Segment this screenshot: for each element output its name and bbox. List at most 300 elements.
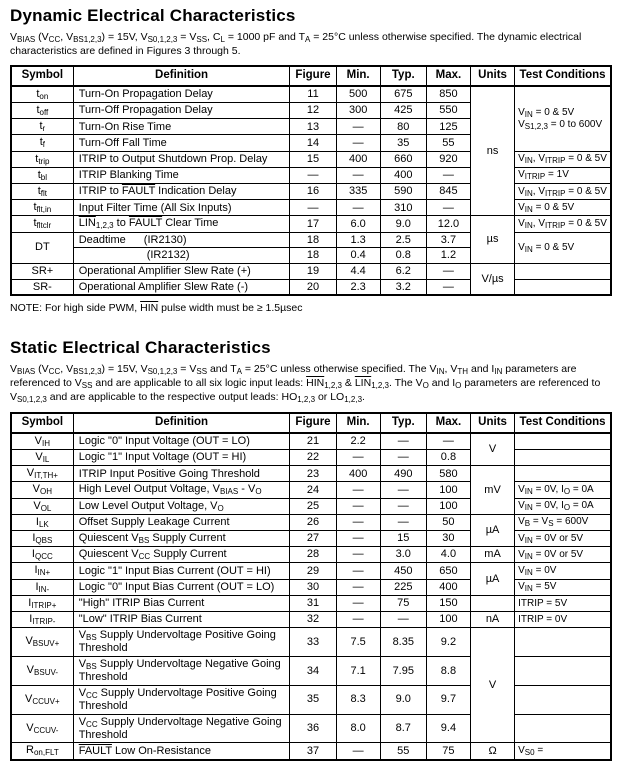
cell-sym: VIH xyxy=(11,433,73,450)
table-row xyxy=(11,151,611,167)
cell-def: Quiescent VCC Supply Current xyxy=(73,547,290,563)
static-characteristics-table xyxy=(10,412,612,761)
cell-tc: $V_{IN}$, $V_{ITRIP} = 0$ & 5V xyxy=(515,184,611,200)
table-row xyxy=(11,743,611,760)
cell-typ: 0.8 xyxy=(380,248,426,264)
subscript-text: OL xyxy=(40,503,52,513)
subscript-text: BS xyxy=(86,633,97,643)
cell-un: Ω xyxy=(470,743,514,760)
cell-typ: — xyxy=(380,482,426,498)
cell-fig: 25 xyxy=(290,498,336,514)
overline-text: $\overline{LIN}$ xyxy=(354,377,372,390)
subscript-text: ITRIP xyxy=(545,156,566,166)
cell-typ: 15 xyxy=(380,531,426,547)
cell-sym: IITRIP+ xyxy=(11,595,73,611)
overline-text: FAULT xyxy=(121,185,156,198)
cell-tc: ITRIP = 5V xyxy=(515,595,611,611)
cell-fig: 24 xyxy=(290,482,336,498)
cell-max: 1.2 xyxy=(426,248,470,264)
subscript-text: A xyxy=(236,367,242,377)
cell-def: Deadtime (IR2130) xyxy=(73,232,290,248)
subscript-text: CCUV- xyxy=(33,725,59,735)
cell-typ: 8.35 xyxy=(380,628,426,657)
overline-text: FAULT xyxy=(78,744,112,757)
cell-max: 75 xyxy=(426,743,470,760)
header-row xyxy=(11,66,611,86)
subscript-text: IN xyxy=(524,188,533,198)
cell-typ: 660 xyxy=(380,151,426,167)
cell-typ: — xyxy=(380,433,426,450)
column-header-sym: Symbol xyxy=(11,66,73,86)
cell-un: V xyxy=(470,628,514,743)
cell-max: 12.0 xyxy=(426,216,470,232)
cell-fig: 32 xyxy=(290,611,336,627)
cell-fig: 33 xyxy=(290,628,336,657)
column-header-max: Max. xyxy=(426,413,470,433)
cell-tc: $V_{IN} = 0V$ or 5V xyxy=(515,547,611,563)
subscript-text: IN xyxy=(524,567,533,577)
cell-min: 8.0 xyxy=(336,714,380,743)
table-row xyxy=(11,498,611,514)
cell-tc: $V_{ITRIP} = 1V$ xyxy=(515,167,611,183)
cell-max: 0.8 xyxy=(426,450,470,466)
cell-tc: $V_{IN} = 0V$ xyxy=(515,563,611,579)
cell-sym: ton xyxy=(11,86,73,103)
cell-un: V/µs xyxy=(470,263,514,295)
table-row xyxy=(11,167,611,183)
subscript-text: IN xyxy=(524,486,533,496)
cell-tc xyxy=(515,714,611,743)
cell-tc: $V_{IN} = 0$ & 5V $V_{S1,2,3} = 0$ to 600V xyxy=(515,86,611,151)
subscript-text: SS xyxy=(196,35,208,44)
cell-sym: ILK xyxy=(11,514,73,530)
cell-def: Turn-Off Fall Time xyxy=(73,135,290,151)
cell-tc xyxy=(515,433,611,450)
cell-typ: 75 xyxy=(380,595,426,611)
subscript-text: O xyxy=(563,503,571,513)
subscript-text: IT,TH+ xyxy=(34,471,58,481)
column-header-max: Max. xyxy=(426,66,470,86)
cell-sym: IIN- xyxy=(11,579,73,595)
cell-fig: 26 xyxy=(290,514,336,530)
cell-fig: 29 xyxy=(290,563,336,579)
cell-tc: $V_{S0}$ = xyxy=(515,743,611,760)
cell-def: VCC Supply Undervoltage Negative Going Threshold xyxy=(73,714,290,743)
cell-tc xyxy=(515,656,611,685)
subscript-text: 1,2,3 xyxy=(344,394,363,404)
table-row xyxy=(11,263,611,279)
cell-typ: 6.2 xyxy=(380,263,426,279)
table-row xyxy=(11,279,611,295)
subscript-text: S0,1,2,3 xyxy=(147,35,178,44)
cell-fig: 16 xyxy=(290,184,336,200)
subscript-text: ITRIP xyxy=(545,220,566,230)
column-header-tc: Test Conditions xyxy=(515,66,611,86)
cell-fig: 34 xyxy=(290,656,336,685)
cell-sym: DT xyxy=(11,232,73,263)
cell-min: 7.1 xyxy=(336,656,380,685)
cell-sym: tr xyxy=(11,119,73,135)
cell-sym: IITRIP- xyxy=(11,611,73,627)
cell-min: — xyxy=(336,531,380,547)
cell-tc: ITRIP = 0V xyxy=(515,611,611,627)
subscript-text: IN xyxy=(524,535,533,545)
table-row xyxy=(11,514,611,530)
cell-max: 150 xyxy=(426,595,470,611)
cell-typ: 9.0 xyxy=(380,216,426,232)
subscript-text: CC xyxy=(86,690,98,700)
subscript-text: O xyxy=(255,487,262,497)
cell-typ: 55 xyxy=(380,743,426,760)
cell-min: — xyxy=(336,498,380,514)
table-row xyxy=(11,184,611,200)
subscript-text: IN xyxy=(524,244,533,254)
cell-typ: 225 xyxy=(380,579,426,595)
table-row xyxy=(11,232,611,248)
cell-tc: $V_{IN}$, $V_{ITRIP} = 0$ & 5V xyxy=(515,216,611,232)
cell-fig: 36 xyxy=(290,714,336,743)
cell-max: 100 xyxy=(426,611,470,627)
cell-typ: 490 xyxy=(380,466,426,482)
cell-min: — xyxy=(336,167,380,183)
cell-def: ITRIP Blanking Time xyxy=(73,167,290,183)
cell-sym: tf xyxy=(11,135,73,151)
cell-sym: tflt xyxy=(11,184,73,200)
subscript-text: CC xyxy=(48,367,61,377)
cell-typ: 590 xyxy=(380,184,426,200)
overline-text: $\overline{HIN}$ xyxy=(306,377,325,390)
cell-un: ns xyxy=(470,86,514,216)
header-row xyxy=(11,413,611,433)
dynamic-characteristics-table xyxy=(10,65,612,296)
cell-def: ITRIP to FAULT Indication Delay xyxy=(73,184,290,200)
cell-max: 8.8 xyxy=(426,656,470,685)
subscript-text: IN xyxy=(524,156,533,166)
cell-fig: 11 xyxy=(290,86,336,103)
cell-def: Logic "0" Input Voltage (OUT = LO) xyxy=(73,433,290,450)
cell-tc: $V_{IN} = 0$ & 5V xyxy=(515,200,611,216)
subscript-text: f xyxy=(42,140,45,150)
subscript-text: CC xyxy=(48,35,61,44)
cell-typ: 425 xyxy=(380,103,426,119)
subscript-text: O xyxy=(422,381,429,391)
cell-fig: — xyxy=(290,200,336,216)
table-row xyxy=(11,611,611,627)
cell-fig: 22 xyxy=(290,450,336,466)
cell-max: 4.0 xyxy=(426,547,470,563)
column-header-tc: Test Conditions xyxy=(515,413,611,433)
cell-un: µA xyxy=(470,514,514,546)
cell-max: — xyxy=(426,433,470,450)
cell-min: — xyxy=(336,450,380,466)
cell-typ: 310 xyxy=(380,200,426,216)
subscript-text: IN xyxy=(524,220,533,230)
cell-typ: 675 xyxy=(380,86,426,103)
column-header-un: Units xyxy=(470,66,514,86)
cell-fig: — xyxy=(290,167,336,183)
cell-def: "Low" ITRIP Bias Current xyxy=(73,611,290,627)
cell-max: — xyxy=(426,167,470,183)
subscript-text: BS1,2,3 xyxy=(73,367,102,377)
cell-def: Operational Amplifier Slew Rate (+) xyxy=(73,263,290,279)
cell-fig: 28 xyxy=(290,547,336,563)
cell-tc: $V_{IN} = 0V$, $I_O = 0A$ xyxy=(515,482,611,498)
table-row xyxy=(11,714,611,743)
cell-min: — xyxy=(336,514,380,530)
subscript-text: O xyxy=(217,503,224,513)
column-header-def: Definition xyxy=(73,413,290,433)
subscript-text: bl xyxy=(40,172,47,182)
cell-fig: 12 xyxy=(290,103,336,119)
subscript-text: IN+ xyxy=(37,568,51,578)
subscript-text: BIAS xyxy=(17,35,36,44)
subscript-text: on xyxy=(39,91,49,101)
cell-max: — xyxy=(426,200,470,216)
cell-tc: $V_B = V_S = 600V$ xyxy=(515,514,611,530)
cell-sym: VOL xyxy=(11,498,73,514)
page-title-dynamic: Dynamic Electrical Characteristics xyxy=(10,6,296,25)
cell-def: "High" ITRIP Bias Current xyxy=(73,595,290,611)
subscript-text: IN xyxy=(524,204,533,214)
cell-typ: 35 xyxy=(380,135,426,151)
table-row xyxy=(11,216,611,232)
cell-typ: 8.7 xyxy=(380,714,426,743)
overline-text: $\overline{HIN}$ xyxy=(140,302,159,315)
subscript-text: B xyxy=(524,519,531,529)
cell-sym: IQBS xyxy=(11,531,73,547)
cell-tc: $V_{IN} = 5V$ xyxy=(515,579,611,595)
column-header-min: Min. xyxy=(336,66,380,86)
cell-sym: VCCUV+ xyxy=(11,685,73,714)
cell-max: 100 xyxy=(426,482,470,498)
cell-sym: tbl xyxy=(11,167,73,183)
cell-def: Quiescent VBS Supply Current xyxy=(73,531,290,547)
table-row xyxy=(11,200,611,216)
cell-tc xyxy=(515,263,611,279)
cell-sym: SR- xyxy=(11,279,73,295)
cell-typ: — xyxy=(380,514,426,530)
column-header-fig: Figure xyxy=(290,413,336,433)
cell-min: 6.0 xyxy=(336,216,380,232)
cell-typ: 400 xyxy=(380,167,426,183)
cell-def: High Level Output Voltage, VBIAS - VO xyxy=(73,482,290,498)
cell-min: — xyxy=(336,595,380,611)
subscript-text: ITRIP+ xyxy=(31,600,57,610)
table-row xyxy=(11,450,611,466)
cell-def: Low Level Output Voltage, VO xyxy=(73,498,290,514)
cell-fig: 18 xyxy=(290,248,336,264)
cell-min: 1.3 xyxy=(336,232,380,248)
subscript-text: 1,2,3 xyxy=(324,381,342,391)
cell-typ: — xyxy=(380,450,426,466)
subscript-text: TH xyxy=(457,367,469,377)
subscript-text: 1,2,3 xyxy=(95,221,114,231)
note-text: NOTE: For high side PWM, $\overline{HIN}$ pulse width must be ≥ 1.5µsec xyxy=(10,302,303,315)
subscript-text: BSUV- xyxy=(34,668,59,678)
cell-fig: 19 xyxy=(290,263,336,279)
subscript-text: BSUV+ xyxy=(32,639,60,649)
cell-fig: 23 xyxy=(290,466,336,482)
cell-max: 550 xyxy=(426,103,470,119)
cell-min: 7.5 xyxy=(336,628,380,657)
cell-sym: VIL xyxy=(11,450,73,466)
cell-max: 9.4 xyxy=(426,714,470,743)
subscript-text: CC xyxy=(138,552,151,562)
subscript-text: on,FLT xyxy=(33,748,59,758)
table-row xyxy=(11,563,611,579)
subscript-text: OH xyxy=(40,487,53,497)
indented-text: (IR2130) xyxy=(143,233,187,246)
subscript-text: fltclr xyxy=(36,221,52,231)
cell-sym: SR+ xyxy=(11,263,73,279)
cell-fig: 14 xyxy=(290,135,336,151)
cell-sym: VOH xyxy=(11,482,73,498)
cell-def: Logic "1" Input Bias Current (OUT = HI) xyxy=(73,563,290,579)
cell-sym: IIN+ xyxy=(11,563,73,579)
subscript-text: A xyxy=(305,35,311,44)
subscript-text: QBS xyxy=(35,536,53,546)
subscript-text: trip xyxy=(38,156,50,166)
cell-typ: 3.2 xyxy=(380,279,426,295)
cell-min: 8.3 xyxy=(336,685,380,714)
subscript-text: flt xyxy=(40,189,47,199)
cell-tc: $V_{IN} = 0V$ or 5V xyxy=(515,531,611,547)
subscript-text: BIAS xyxy=(219,487,239,497)
cell-max: 30 xyxy=(426,531,470,547)
cell-max: 3.7 xyxy=(426,232,470,248)
subscript-text: r xyxy=(42,124,46,134)
cell-max: 50 xyxy=(426,514,470,530)
cell-min: 400 xyxy=(336,151,380,167)
cell-max: 400 xyxy=(426,579,470,595)
overline-text: FAULT xyxy=(128,217,163,230)
column-header-min: Min. xyxy=(336,413,380,433)
cell-max: 100 xyxy=(426,498,470,514)
cell-min: — xyxy=(336,743,380,760)
cell-def: $\overline{LIN}1,2,3$ to FAULT Clear Time xyxy=(73,216,290,232)
cell-sym: tfltclr xyxy=(11,216,73,232)
subscript-text: O xyxy=(455,381,462,391)
subscript-text: IH xyxy=(42,438,51,448)
subscript-text: IN xyxy=(524,503,533,513)
cell-tc xyxy=(515,466,611,482)
cell-def: FAULT Low On-Resistance xyxy=(73,743,290,760)
overline-text: $\overline{LIN}$ xyxy=(78,217,96,230)
cell-min: 0.4 xyxy=(336,248,380,264)
column-header-typ: Typ. xyxy=(380,66,426,86)
cell-fig: 15 xyxy=(290,151,336,167)
cell-typ: 450 xyxy=(380,563,426,579)
table-row xyxy=(11,433,611,450)
cell-sym: IQCC xyxy=(11,547,73,563)
cell-max: 9.2 xyxy=(426,628,470,657)
cell-un: µs xyxy=(470,216,514,263)
column-header-def: Definition xyxy=(73,66,290,86)
cell-max: 845 xyxy=(426,184,470,200)
subscript-text: BS xyxy=(86,661,97,671)
cell-max: 9.7 xyxy=(426,685,470,714)
cell-sym: VCCUV- xyxy=(11,714,73,743)
table-row xyxy=(11,547,611,563)
cell-sym: Ron,FLT xyxy=(11,743,73,760)
cell-sym: VBSUV- xyxy=(11,656,73,685)
subscript-text: flt,in xyxy=(36,205,52,215)
subscript-text: IN xyxy=(524,584,533,594)
cell-min: — xyxy=(336,563,380,579)
subscript-text: BS xyxy=(138,536,150,546)
subscript-text: IN- xyxy=(38,584,50,594)
cell-tc: $V_{IN} = 0$ & 5V xyxy=(515,232,611,263)
cell-tc xyxy=(515,450,611,466)
cell-typ: — xyxy=(380,498,426,514)
subscript-text: SS xyxy=(196,367,208,377)
cell-tc xyxy=(515,279,611,295)
cell-max: 920 xyxy=(426,151,470,167)
subscript-text: S0,1,2,3 xyxy=(17,394,47,404)
cell-typ: 3.0 xyxy=(380,547,426,563)
cell-min: 2.2 xyxy=(336,433,380,450)
cell-min: — xyxy=(336,579,380,595)
cell-typ: — xyxy=(380,611,426,627)
intro-text-static: VBIAS (VCC, VBS1,2,3) = 15V, VS0,1,2,3 = VSS and TA = 25°C unless otherwise specified. The VIN, VTH and IIN parameters are referenced to VSS and are applicable to all six logic input leads: $\overline{HIN}1,2,3$ & $\overline{LIN}1,2,3$. The VO and IO parameters are referenced to VS0,1,2,3 and are applicable to the respective output leads: HO1,2,3 or LO1,2,3. xyxy=(10,363,601,404)
cell-un: nA xyxy=(470,611,514,627)
cell-un: µA xyxy=(470,563,514,595)
cell-min: — xyxy=(336,611,380,627)
table-row xyxy=(11,595,611,611)
intro-text-dynamic: VBIAS (VCC, VBS1,2,3) = 15V, VS0,1,2,3 = VSS, CL = 1000 pF and TA = 25°C unless otherwise specified. The dynamic electrical characteristics are defined in Figures 3 through 5. xyxy=(10,31,582,57)
cell-typ: 80 xyxy=(380,119,426,135)
cell-un: mA xyxy=(470,547,514,563)
subscript-text: L xyxy=(220,35,225,44)
cell-min: 335 xyxy=(336,184,380,200)
table-row xyxy=(11,531,611,547)
cell-def: VBS Supply Undervoltage Positive Going Threshold xyxy=(73,628,290,657)
subscript-text: 1,2,3 xyxy=(371,381,389,391)
cell-max: 850 xyxy=(426,86,470,103)
cell-min: — xyxy=(336,119,380,135)
cell-sym: VIT,TH+ xyxy=(11,466,73,482)
cell-typ: 9.0 xyxy=(380,685,426,714)
cell-un: mV xyxy=(470,466,514,515)
subscript-text: S xyxy=(548,519,554,529)
subscript-text: 1,2,3 xyxy=(297,394,316,404)
subscript-text: S0 xyxy=(524,747,535,757)
section-static-characteristics xyxy=(10,338,612,760)
subscript-text: IL xyxy=(42,455,50,465)
cell-un: V xyxy=(470,433,514,466)
table-row xyxy=(11,86,611,103)
cell-fig: 20 xyxy=(290,279,336,295)
column-header-un: Units xyxy=(470,413,514,433)
cell-typ: 2.5 xyxy=(380,232,426,248)
cell-max: 125 xyxy=(426,119,470,135)
table-row xyxy=(11,579,611,595)
cell-typ: 7.95 xyxy=(380,656,426,685)
subscript-text: IN xyxy=(524,551,533,561)
subscript-text: BS1,2,3 xyxy=(73,35,102,44)
cell-def: Logic "1" Input Voltage (OUT = HI) xyxy=(73,450,290,466)
cell-min: 2.3 xyxy=(336,279,380,295)
subscript-text: IN xyxy=(436,367,445,377)
cell-def: ITRIP to Output Shutdown Prop. Delay xyxy=(73,151,290,167)
subscript-text: SS xyxy=(81,381,93,391)
cell-min: — xyxy=(336,200,380,216)
cell-min: 300 xyxy=(336,103,380,119)
column-header-sym: Symbol xyxy=(11,413,73,433)
cell-max: — xyxy=(426,279,470,295)
cell-sym: VBSUV+ xyxy=(11,628,73,657)
subscript-text: S1,2,3 xyxy=(524,121,548,131)
